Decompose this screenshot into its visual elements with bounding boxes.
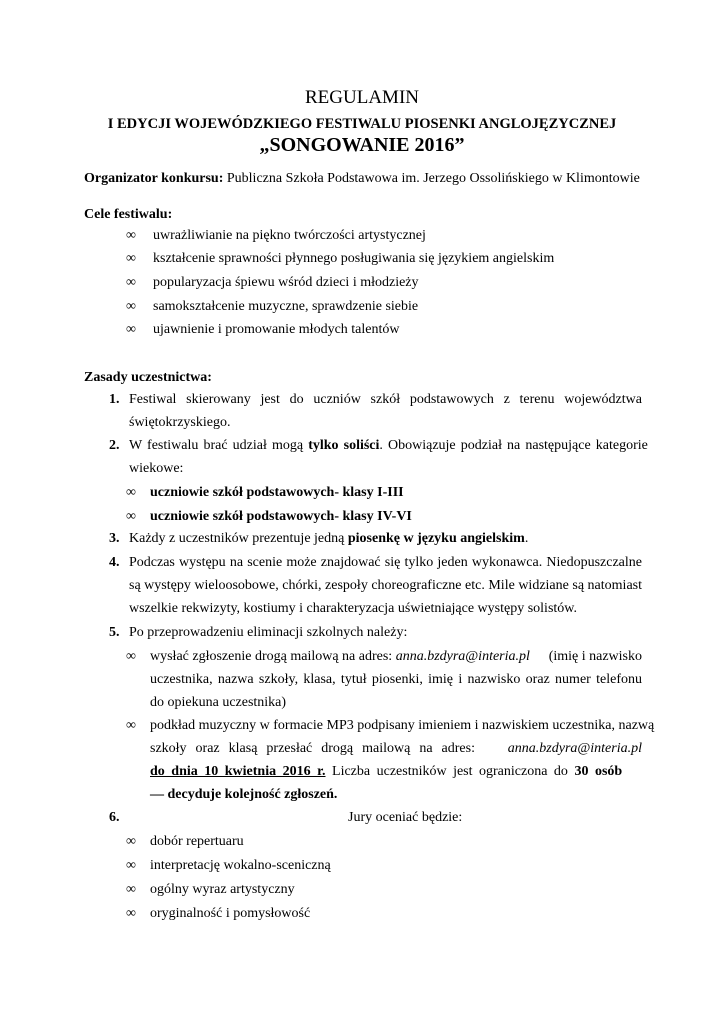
rule-4-line: wszelkie rekwizyty, kostiumy i charakteryzacja uświetniające występy solistów. (129, 601, 577, 616)
rule-5b-line (150, 763, 622, 781)
goal-item: samokształcenie muzyczne, sprawdzenie siebie (153, 299, 419, 314)
rule-2-text: W festiwalu brać udział mogą (129, 438, 309, 453)
email-address: anna.bzdyra@interia.pl (507, 741, 642, 756)
bullet-icon: ∞ (126, 858, 136, 873)
event-name: „SONGOWANIE 2016” (259, 134, 465, 156)
jury-criterion: dobór repertuaru (150, 834, 244, 849)
bullet-icon: ∞ (126, 509, 136, 524)
rule-number: 6. (109, 810, 120, 825)
goal-item: kształcenie sprawności płynnego posługiwania się językiem angielskim (153, 251, 555, 266)
rule-number: 4. (109, 555, 120, 570)
rule-3-emphasis: piosenkę w języku angielskim (347, 531, 525, 546)
rule-5b-line: podkład muzyczny w formacie MP3 podpisany imieniem i nazwiskiem uczestnika, nazwą (150, 718, 655, 733)
rule-6-intro: Jury oceniać będzie: (348, 810, 463, 825)
bullet-icon: ∞ (126, 228, 136, 243)
category-item: uczniowie szkół podstawowych- klasy IV-VI (150, 509, 412, 524)
category-item: uczniowie szkół podstawowych- klasy I-III (150, 485, 404, 500)
bullet-icon: ∞ (126, 834, 136, 849)
bullet-icon: ∞ (126, 275, 136, 290)
rule-number: 5. (109, 625, 120, 640)
bullet-icon: ∞ (126, 718, 136, 733)
organizer-line (84, 170, 640, 188)
jury-criterion: interpretację wokalno-sceniczną (150, 858, 331, 873)
rule-1-line: Festiwal skierowany jest do uczniów szkół podstawowych z terenu województwa (129, 392, 642, 407)
rule-5a-line (150, 648, 530, 666)
rule-5-intro: Po przeprowadzeniu eliminacji szkolnych należy: (129, 625, 408, 640)
rule-2-line (129, 437, 648, 455)
jury-criterion: ogólny wyraz artystyczny (150, 882, 295, 897)
rule-4-line: są występy wieloosobowe, chórki, zespoły choreograficzne etc. Mile widziane są natomiast (129, 578, 642, 593)
rule-5b-line: szkoły oraz klasą przesłać drogą mailową na adres: (150, 741, 475, 756)
rule-5b-text: Liczba uczestników jest ograniczona do (325, 764, 575, 779)
rule-5a-line: uczestnika, nazwa szkoły, klasa, tytuł piosenki, imię i nazwisko oraz numer telefonu (150, 672, 642, 687)
organizer-value: Publiczna Szkoła Podstawowa im. Jerzego Ossolińskiego w Klimontowie (223, 171, 640, 186)
bullet-icon: ∞ (126, 299, 136, 314)
rule-2-emphasis: tylko soliści (308, 438, 380, 453)
rule-number: 3. (109, 531, 120, 546)
rule-5a-text: wysłać zgłoszenie drogą mailową na adres: (150, 649, 396, 664)
rule-number: 2. (109, 438, 120, 453)
bullet-icon: ∞ (126, 649, 136, 664)
rule-1-line: świętokrzyskiego. (129, 415, 231, 430)
goals-heading: Cele festiwalu: (84, 207, 173, 222)
bullet-icon: ∞ (126, 882, 136, 897)
goal-item: uwrażliwianie na piękno twórczości artystycznej (153, 228, 426, 243)
rule-4-line: Podczas występu na scenie może znajdować się tylko jeden wykonawca. Niedopuszczalne (129, 555, 642, 570)
jury-criterion: oryginalność i pomysłowość (150, 906, 311, 921)
participant-limit: 30 osób (574, 764, 623, 779)
rule-5b-line: — decyduje kolejność zgłoszeń. (150, 787, 338, 802)
bullet-icon: ∞ (126, 906, 136, 921)
bullet-icon: ∞ (126, 485, 136, 500)
deadline: do dnia 10 kwietnia 2016 r. (150, 764, 326, 779)
organizer-label: Organizator konkursu: (84, 171, 224, 186)
document-title: REGULAMIN (305, 87, 419, 108)
email-address: anna.bzdyra@interia.pl (395, 649, 530, 664)
rule-2-text: . Obowiązuje podział na następujące kategorie (379, 438, 648, 453)
document-subtitle: I EDYCJI WOJEWÓDZKIEGO FESTIWALU PIOSENKI ANGLOJĘZYCZNEJ (107, 116, 617, 132)
rules-heading: Zasady uczestnictwa: (84, 370, 212, 385)
rule-5a-line: do opiekuna uczestnika) (150, 695, 287, 710)
goal-item: popularyzacja śpiewu wśród dzieci i młodzieży (153, 275, 419, 290)
goal-item: ujawnienie i promowanie młodych talentów (153, 322, 400, 337)
rule-number: 1. (109, 392, 120, 407)
rule-2-line: wiekowe: (129, 461, 184, 476)
rule-3-line (129, 530, 528, 548)
rule-3-text: . (524, 531, 529, 546)
rule-5a-text: (imię i nazwisko (548, 649, 642, 664)
rule-3-text: Każdy z uczestników prezentuje jedną (129, 531, 348, 546)
bullet-icon: ∞ (126, 322, 136, 337)
bullet-icon: ∞ (126, 251, 136, 266)
